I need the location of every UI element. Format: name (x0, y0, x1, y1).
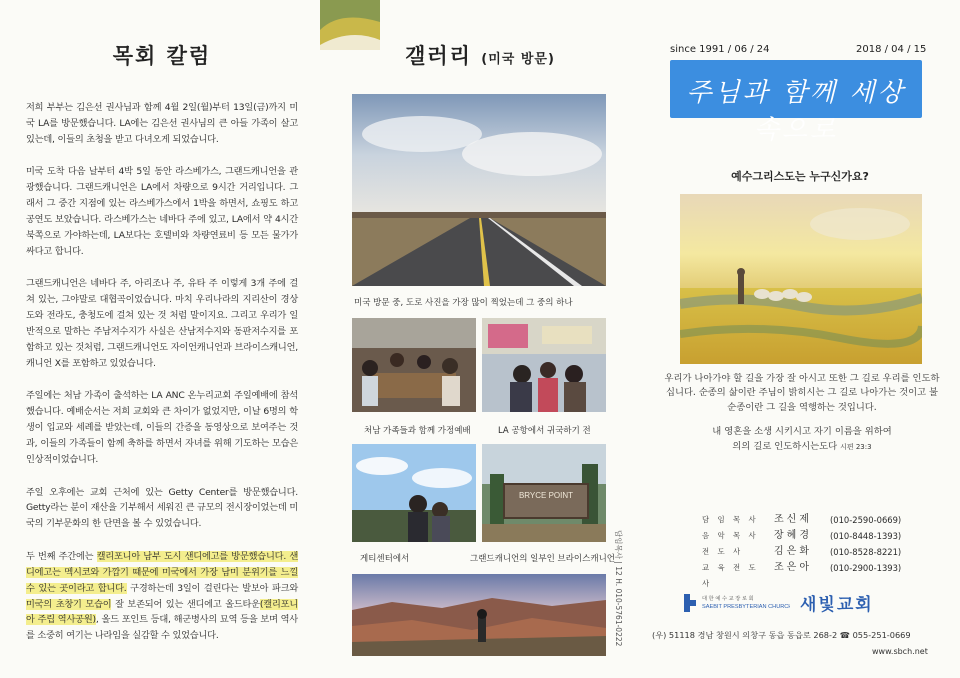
column-gallery (320, 0, 640, 678)
pastor-column-title: 목회 칼럼 (112, 44, 212, 68)
para6-highlight-a: 캘리포니아 남부 도시 샌디에고를 방문했습니다. 샌디에고는 멕시코와 가깝기 때문에 미국에서 가장 남미 분위기를 느낄 수 있는 곳이라고 합니다. (26, 551, 299, 594)
psalm-reference: 시편 23:3 (840, 443, 872, 451)
motto-text: 주님과 함께 세상 속으로 (686, 78, 906, 145)
para6-text-a: 두 번째 주간에는 (26, 551, 97, 563)
staff-name: 김은화 (774, 546, 812, 557)
column-pastor (0, 0, 320, 678)
church-website[interactable]: www.sbch.net (872, 647, 928, 656)
psalm-line-1: 내 영혼을 소생 시키시고 자기 이름을 위하여 (712, 426, 892, 437)
gallery-title (320, 40, 640, 70)
staff-row (702, 528, 932, 544)
caption-family: 처남 가족들과 함께 가정예배 (364, 426, 471, 436)
photo-family (352, 318, 476, 412)
column-paragraph-3: 그랜드캐니언은 네바다 주, 아리조나 주, 유타 주 이렇게 3개 주에 걸쳐 있는, 그야말로 대협곡이었습니다. 마치 우리나라의 지리산이 경상도와 전라도, 충청도에 걸쳐 있는 것 처럼 말이지요. 그리고 우리가 일반적으로 말하는 주남저수지가 사실은 산남저수지와 동판저수지를 포함하고 있는 것처럼, 그랜드캐니언도 자이언캐니언과 브라이스캐니언, 캐니언 X를 포함하고 있었습니다. (26, 278, 298, 369)
staff-role: 전 도 사 (702, 547, 744, 556)
denomination-text: 대 한 예 수 교 장 로 회 (702, 596, 754, 602)
staff-phone: (010-8448-1393) (830, 531, 902, 541)
psalm-line-2-text: 의의 길로 인도하시는도다 (732, 441, 838, 452)
staff-row (702, 512, 932, 528)
staff-phone: (010-2590-0669) (830, 515, 902, 525)
caption-road: 미국 방문 중, 도로 사진을 가장 많이 찍었는데 그 중의 하나 (354, 298, 573, 308)
caption-getty: 게티센터에서 (360, 554, 410, 564)
staff-name: 조신제 (774, 514, 812, 525)
column-paragraph-2: 미국 도착 다음 날부터 4박 5일 동안 라스베가스, 그랜드캐니언을 관광했습니다. 그랜드캐니언은 LA에서 차량으로 9시간 거리입니다. 그래서 그 중간 지점에 있는 라스베가스에서 1박을 하면서, 쇼핑도 하고 공연도 보았습니다. 라스베가스는 네바다 주에 있고, LA에서 약 4시간 북쪽으로 가야하는데, LA보다는 호텔비와 차량연료비 등 모든 물가가 싸다고 합니다. (26, 166, 298, 257)
staff-phone: (010-2900-1393) (830, 563, 902, 573)
psalm-line-2 (662, 440, 942, 454)
church-name: 새빛교회 (800, 595, 874, 615)
caption-airport: LA 공항에서 귀국하기 전 (498, 426, 591, 436)
staff-role: 담 임 목 사 (702, 515, 759, 524)
cross-icon (684, 594, 696, 612)
staff-phone: (010-8528-8221) (830, 547, 902, 557)
gallery-title-sub: (미국 방문) (481, 52, 555, 67)
photo-bryce-point (482, 444, 606, 542)
staff-name: 조은아 (774, 562, 812, 573)
church-address: (우) 51118 경남 창원시 의창구 동읍 동읍로 268-2 ☎ 055-251-0669 (652, 630, 911, 640)
gallery-title-main: 갤러리 (405, 44, 472, 68)
column-paragraph-5: 주일 오후에는 교회 근처에 있는 Getty Center를 방문했습니다. Getty라는 분이 재산을 기부해서 세워진 큰 규모의 전시장이었는데 미국의 기부문화의 한 단면을 볼 수 있었습니다. (26, 486, 298, 530)
since-date: since 1991 / 06 / 24 (670, 44, 770, 55)
staff-row (702, 544, 932, 560)
column-bulletin-cover (640, 0, 960, 678)
staff-list (702, 512, 932, 592)
bulletin-date: 2018 / 04 / 15 (856, 44, 927, 55)
photo-getty (352, 444, 476, 542)
photo-road (352, 94, 606, 286)
caption-bryce: 그랜드캐니언의 일부인 브라이스캐니언 (470, 554, 615, 564)
para6-highlight-b: 미국의 초창기 모습이 (26, 598, 112, 610)
column-paragraph-1: 저희 부부는 김은선 권사님과 함께 4월 2일(월)부터 13일(금)까지 미국 LA를 방문했습니다. LA에는 김은선 권사님의 큰 아들 가족이 살고 있는데, 이들의 초청을 받고 다녀오게 되었습니다. (26, 102, 298, 145)
question-heading: 예수그리스도는 누구신가요? (731, 170, 869, 183)
church-english-name: SAEBIT PRESBYTERIAN CHURCH (702, 604, 790, 610)
photo-airport (482, 318, 606, 412)
photo-canyon (352, 574, 606, 656)
staff-row (702, 560, 932, 592)
verse-paragraph: 우리가 나아가야 할 길을 가장 잘 아시고 또한 그 길로 우리를 인도하십니다. 순종의 삶이란 주님이 밝히시는 그 길로 나아가는 것이고 불순종이란 그 길을 역행하는 것입니다. (664, 373, 940, 413)
staff-role: 음 악 목 사 (702, 531, 759, 540)
church-logo (680, 592, 790, 618)
column-paragraph-4: 주일에는 처남 가족이 출석하는 LA ANC 온누리교회 주일예배에 참석했습니다. 예배순서는 저희 교회와 큰 차이가 없었지만, 이날 6명의 학생이 입교와 세례를 받았는데, 이들의 간증을 동영상으로 보여주는 것과, 이들의 가족들이 함께 축하를 하면서 자녀를 위해 기도하는 모습은 인상적이었습니다. (26, 390, 298, 465)
staff-name: 장혜경 (774, 530, 812, 541)
para6-highlight-c: (캘리포니아 주립 역사공원) (26, 598, 298, 626)
painting-sheep (680, 194, 922, 364)
staff-role: 교 육 전 도 사 (702, 563, 759, 588)
column-paragraph-6 (26, 549, 298, 644)
para6-text-c: 잘 보존되어 있는 샌디에고 올드타운 (111, 598, 260, 610)
bryce-sign-text: BRYCE POINT (518, 491, 574, 500)
para6-text-b: 구경하는데 3일이 걸린다는 발보아 파크와 (126, 582, 298, 594)
side-contact-text: 담임목사 | 12 H. 010-5761-0222 (614, 530, 623, 647)
para6-text-d: , 올드 포인트 등대, 해군병사의 묘역 등을 보며 역사를 소중히 여기는 나라임을 실감할 수 있었습니다. (26, 614, 298, 642)
